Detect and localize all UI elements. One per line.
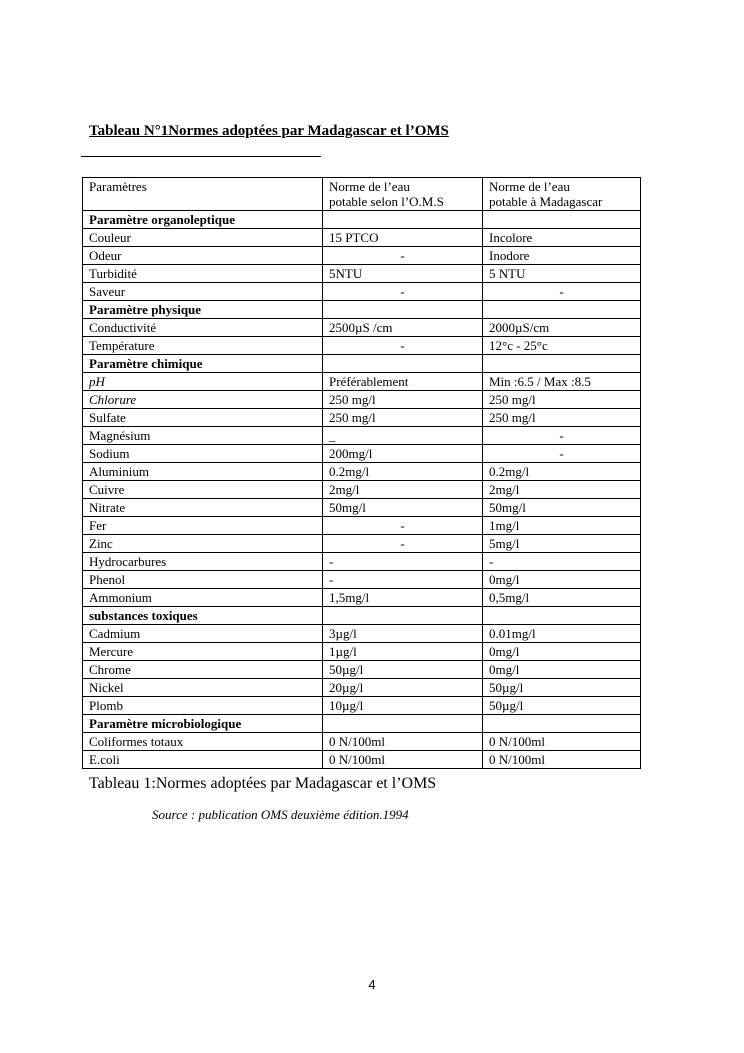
table-row — [83, 625, 641, 643]
table-row — [83, 751, 641, 769]
table-header-row — [83, 178, 641, 211]
header-norme-madagascar-line2: potable à Madagascar — [489, 194, 603, 209]
table-row — [83, 319, 641, 337]
cell-parametre: Sodium — [83, 445, 323, 463]
table-row — [83, 517, 641, 535]
cell-parametre: Odeur — [83, 247, 323, 265]
cell-norme-madagascar: - — [483, 427, 641, 445]
table-row — [83, 643, 641, 661]
header-norme-madagascar-line1: Norme de l’eau — [489, 179, 570, 194]
cell-norme-madagascar: Incolore — [483, 229, 641, 247]
section-row — [83, 301, 641, 319]
cell-norme-oms: 250 mg/l — [323, 409, 483, 427]
table-row — [83, 247, 641, 265]
cell-parametre: Saveur — [83, 283, 323, 301]
cell-norme-madagascar: 50µg/l — [483, 697, 641, 715]
table-row — [83, 283, 641, 301]
cell-norme-oms — [323, 715, 483, 733]
section-row — [83, 211, 641, 229]
cell-norme-madagascar — [483, 211, 641, 229]
cell-parametre: substances toxiques — [83, 607, 323, 625]
cell-parametre: Paramètre chimique — [83, 355, 323, 373]
table-row — [83, 445, 641, 463]
table-caption: Tableau 1:Normes adoptées par Madagascar et l’OMS — [89, 775, 437, 792]
header-norme-oms-line1: Norme de l’eau — [329, 179, 410, 194]
cell-norme-oms: - — [323, 535, 483, 553]
header-norme-madagascar — [483, 178, 641, 211]
cell-norme-madagascar: - — [483, 283, 641, 301]
section-row — [83, 355, 641, 373]
table-row — [83, 679, 641, 697]
cell-norme-oms: 1,5mg/l — [323, 589, 483, 607]
cell-norme-oms: - — [323, 337, 483, 355]
cell-parametre: Aluminium — [83, 463, 323, 481]
cell-parametre: Cadmium — [83, 625, 323, 643]
cell-norme-oms: _ — [323, 427, 483, 445]
table-row — [83, 265, 641, 283]
cell-norme-oms: 20µg/l — [323, 679, 483, 697]
cell-norme-oms: - — [323, 571, 483, 589]
cell-parametre: Coliformes totaux — [83, 733, 323, 751]
cell-norme-madagascar: 2mg/l — [483, 481, 641, 499]
cell-norme-madagascar: Min :6.5 / Max :8.5 — [483, 373, 641, 391]
cell-norme-oms — [323, 355, 483, 373]
cell-parametre: E.coli — [83, 751, 323, 769]
cell-norme-madagascar: 1mg/l — [483, 517, 641, 535]
table-row — [83, 553, 641, 571]
table-row — [83, 535, 641, 553]
cell-norme-oms: 5NTU — [323, 265, 483, 283]
cell-norme-madagascar: 0 N/100ml — [483, 751, 641, 769]
cell-norme-oms: 2mg/l — [323, 481, 483, 499]
cell-parametre: Paramètre organoleptique — [83, 211, 323, 229]
cell-norme-oms: 50µg/l — [323, 661, 483, 679]
cell-norme-madagascar: 0mg/l — [483, 571, 641, 589]
table-row — [83, 733, 641, 751]
cell-norme-oms: 2500µS /cm — [323, 319, 483, 337]
table-row — [83, 373, 641, 391]
cell-norme-madagascar: 50mg/l — [483, 499, 641, 517]
cell-norme-oms: - — [323, 517, 483, 535]
cell-parametre: Chlorure — [83, 391, 323, 409]
cell-norme-oms — [323, 211, 483, 229]
table-row — [83, 391, 641, 409]
header-norme-oms-line2: potable selon l’O.M.S — [329, 194, 444, 209]
cell-norme-oms: - — [323, 247, 483, 265]
cell-norme-oms: 0 N/100ml — [323, 751, 483, 769]
cell-parametre: Paramètre physique — [83, 301, 323, 319]
cell-norme-madagascar: 50µg/l — [483, 679, 641, 697]
source-note: Source : publication OMS deuxième édition.1994 — [152, 807, 409, 822]
table-row — [83, 409, 641, 427]
table-row — [83, 499, 641, 517]
cell-norme-madagascar: 0.01mg/l — [483, 625, 641, 643]
cell-norme-madagascar — [483, 301, 641, 319]
cell-norme-oms: 200mg/l — [323, 445, 483, 463]
header-parametres: Paramètres — [83, 178, 323, 211]
cell-parametre: Turbidité — [83, 265, 323, 283]
title-divider — [81, 156, 321, 157]
cell-parametre: Plomb — [83, 697, 323, 715]
cell-norme-oms: 3µg/l — [323, 625, 483, 643]
cell-norme-madagascar: 250 mg/l — [483, 391, 641, 409]
cell-parametre: Chrome — [83, 661, 323, 679]
table-row — [83, 229, 641, 247]
cell-norme-oms — [323, 301, 483, 319]
cell-parametre: Phenol — [83, 571, 323, 589]
table-row — [83, 463, 641, 481]
section-row — [83, 607, 641, 625]
cell-norme-oms — [323, 607, 483, 625]
section-row — [83, 715, 641, 733]
cell-norme-madagascar — [483, 355, 641, 373]
cell-parametre: Température — [83, 337, 323, 355]
cell-norme-oms: - — [323, 553, 483, 571]
cell-parametre: Couleur — [83, 229, 323, 247]
cell-norme-madagascar: 0mg/l — [483, 661, 641, 679]
cell-norme-oms: 250 mg/l — [323, 391, 483, 409]
cell-parametre: Nitrate — [83, 499, 323, 517]
cell-norme-oms: Préférablement — [323, 373, 483, 391]
cell-norme-madagascar — [483, 607, 641, 625]
norms-table-body — [83, 178, 641, 769]
cell-norme-madagascar: Inodore — [483, 247, 641, 265]
cell-norme-oms: - — [323, 283, 483, 301]
cell-norme-madagascar: 0 N/100ml — [483, 733, 641, 751]
cell-parametre: Conductivité — [83, 319, 323, 337]
cell-norme-oms: 0.2mg/l — [323, 463, 483, 481]
cell-parametre: Paramètre microbiologique — [83, 715, 323, 733]
table-row — [83, 589, 641, 607]
cell-norme-madagascar: 0,5mg/l — [483, 589, 641, 607]
cell-parametre: Magnésium — [83, 427, 323, 445]
table-row — [83, 427, 641, 445]
cell-parametre: Sulfate — [83, 409, 323, 427]
cell-norme-madagascar: - — [483, 445, 641, 463]
header-norme-oms — [323, 178, 483, 211]
cell-norme-oms: 50mg/l — [323, 499, 483, 517]
cell-parametre: Ammonium — [83, 589, 323, 607]
cell-parametre: Hydrocarbures — [83, 553, 323, 571]
cell-norme-madagascar: 250 mg/l — [483, 409, 641, 427]
cell-parametre: Zinc — [83, 535, 323, 553]
cell-norme-madagascar: 5 NTU — [483, 265, 641, 283]
cell-norme-madagascar: 12°c - 25°c — [483, 337, 641, 355]
cell-norme-oms: 0 N/100ml — [323, 733, 483, 751]
norms-table — [82, 177, 641, 769]
table-row — [83, 661, 641, 679]
cell-parametre: Mercure — [83, 643, 323, 661]
cell-norme-madagascar: 5mg/l — [483, 535, 641, 553]
table-title: Tableau N°1Normes adoptées par Madagascar et l’OMS — [89, 123, 449, 139]
table-row — [83, 337, 641, 355]
cell-parametre: Fer — [83, 517, 323, 535]
table-row — [83, 697, 641, 715]
page-number: 4 — [368, 977, 376, 992]
cell-norme-madagascar: 0mg/l — [483, 643, 641, 661]
cell-norme-madagascar: 2000µS/cm — [483, 319, 641, 337]
cell-parametre: pH — [83, 373, 323, 391]
cell-norme-madagascar: 0.2mg/l — [483, 463, 641, 481]
cell-norme-oms: 10µg/l — [323, 697, 483, 715]
cell-parametre: Nickel — [83, 679, 323, 697]
cell-norme-oms: 15 PTCO — [323, 229, 483, 247]
cell-parametre: Cuivre — [83, 481, 323, 499]
cell-norme-madagascar: - — [483, 553, 641, 571]
cell-norme-madagascar — [483, 715, 641, 733]
cell-norme-oms: 1µg/l — [323, 643, 483, 661]
table-row — [83, 481, 641, 499]
table-row — [83, 571, 641, 589]
